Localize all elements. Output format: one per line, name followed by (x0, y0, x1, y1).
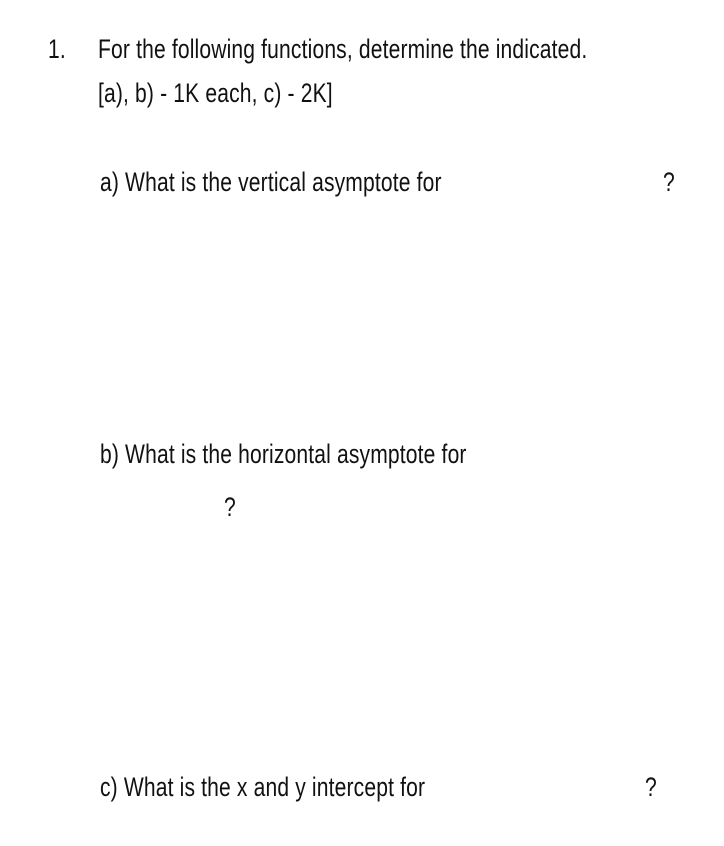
question-marks: [a), b) - 1K each, c) - 2K] (98, 78, 333, 108)
question-number: 1. (48, 34, 66, 64)
part-c-label: c) What is the x and y intercept for (100, 772, 426, 802)
question-title: For the following functions, determine the indicated. (98, 34, 588, 64)
part-b-missing-expression: ? (224, 492, 236, 522)
part-b-label: b) What is the horizontal asymptote for (100, 439, 467, 469)
part-c-missing-expression: ? (645, 772, 657, 802)
part-a-label: a) What is the vertical asymptote for (100, 167, 442, 197)
part-a-missing-expression: ? (663, 167, 675, 197)
